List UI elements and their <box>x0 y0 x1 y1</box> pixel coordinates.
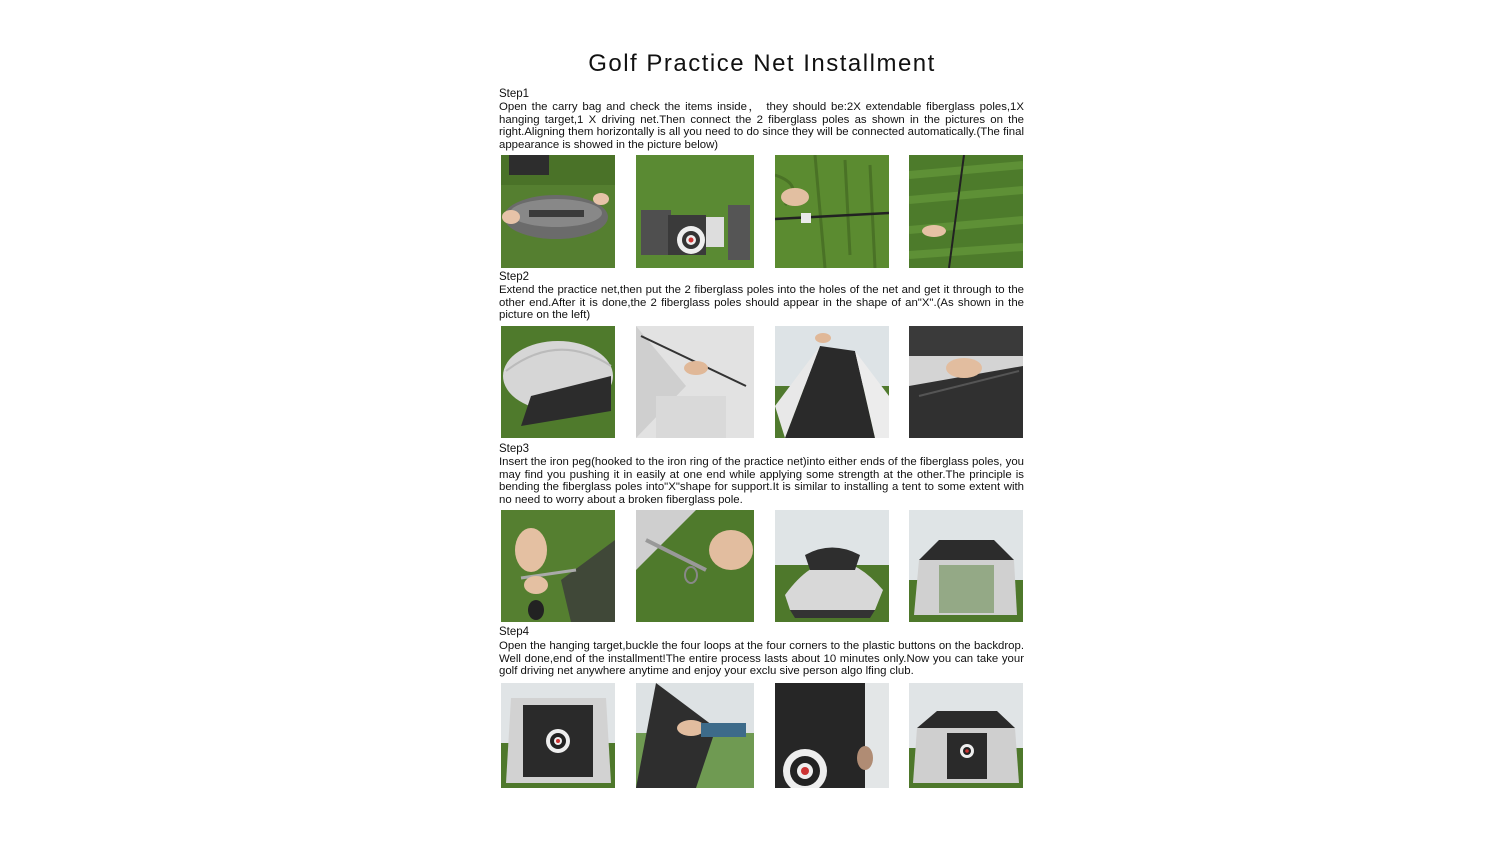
step-3-photo-4 <box>909 510 1023 622</box>
step-2-label: Step2 <box>499 271 530 283</box>
step-2-text: Extend the practice net,then put the 2 fiberglass poles into the holes of the net and get it through to the other end.After it is done,the 2 fiberglass poles should appear in the shape of an"X".(As shown in the picture on the left) <box>499 284 1024 322</box>
step-1-photo-1 <box>501 155 615 268</box>
step-3-text: Insert the iron peg(hooked to the iron ring of the practice net)into either ends of the fiberglass poles, you may find you pushing it in easily at one end while applying some strength at the other.The principle is bending the fiberglass poles into"X"shape for support.It is similar to installing a tent to some extent with no need to worry about a broken fiberglass pole. <box>499 456 1024 506</box>
page-title: Golf Practice Net Installment <box>588 50 936 77</box>
step-1-photo-3 <box>775 155 889 268</box>
step-4-photo-2 <box>636 683 754 788</box>
step-3-photo-2 <box>636 510 754 622</box>
step-2-photo-1 <box>501 326 615 438</box>
step-4-photo-1 <box>501 683 615 788</box>
step-4-label: Step4 <box>499 626 530 638</box>
step-1-text: Open the carry bag and check the items inside， they should be:2X extendable fiberglass poles,1X hanging target,1 X driving net.Then connect the 2 fiberglass poles as shown in the pictures on the right.Aligning them horizontally is all you need to do since they will be connected automatically.(The final appearance is showed in the picture below) <box>499 101 1024 151</box>
step-3-label: Step3 <box>499 443 530 455</box>
step-1-photo-2 <box>636 155 754 268</box>
step-4-photo-3 <box>775 683 889 788</box>
step-3-photo-1 <box>501 510 615 622</box>
step-4-text: Open the hanging target,buckle the four loops at the four corners to the plastic buttons on the backdrop. Well done,end of the installment!The entire process lasts about 10 minutes only.Now you can take your golf driving net anywhere anytime and enjoy your exclu sive person algo lfing club. <box>499 640 1024 678</box>
step-3-photo-3 <box>775 510 889 622</box>
step-2-photo-4 <box>909 326 1023 438</box>
step-1-photo-4 <box>909 155 1023 268</box>
step-2-photo-3 <box>775 326 889 438</box>
step-4-photo-4 <box>909 683 1023 788</box>
step-1-label: Step1 <box>499 88 530 100</box>
step-2-photo-2 <box>636 326 754 438</box>
